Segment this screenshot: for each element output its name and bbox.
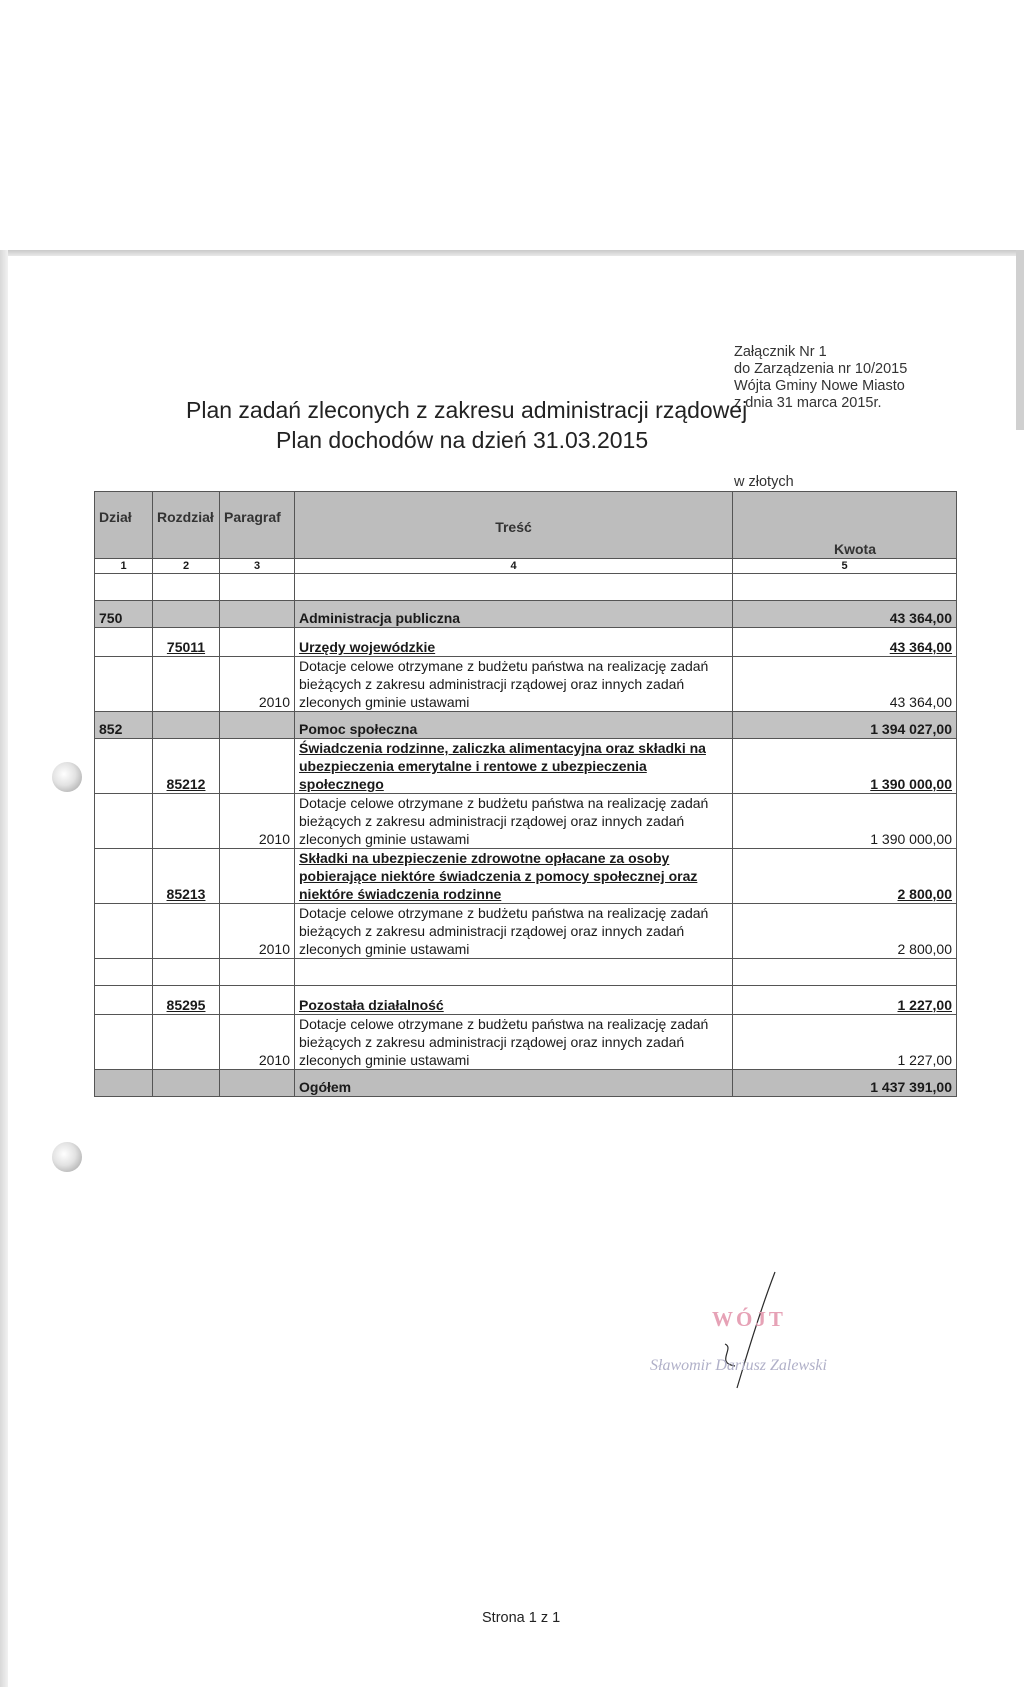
rozdzial-code: 85213 — [153, 849, 220, 904]
table-row-rozdzial-85295 — [95, 986, 957, 1015]
document-subtitle: Plan dochodów na dzień 31.03.2015 — [276, 427, 649, 453]
dzial-code: 852 — [95, 712, 153, 739]
rozdzial-code: 85295 — [153, 986, 220, 1015]
currency-unit: w złotych — [734, 474, 794, 490]
punch-hole-2 — [52, 1142, 82, 1172]
table-row-rozdzial-85212 — [95, 739, 957, 794]
col-num-3: 3 — [220, 559, 295, 574]
rozdzial-amount: 2 800,00 — [733, 849, 957, 904]
rozdzial-name: Pozostała działalność — [295, 986, 733, 1015]
rozdzial-code: 75011 — [153, 628, 220, 657]
rozdzial-name: Świadczenia rodzinne, zaliczka alimentacyjna oraz składki na ubezpieczenia emerytalne i rentowe z ubezpieczenia społecznego — [295, 739, 733, 794]
attachment-note — [734, 344, 907, 412]
table-row-paragraf — [95, 1015, 957, 1070]
attachment-line-4: z dnia 31 marca 2015r. — [734, 395, 882, 411]
paragraf-description: Dotacje celowe otrzymane z budżetu państwa na realizację zadań bieżących z zakresu administracji rządowej oraz innych zadań zleconych gminie ustawami — [295, 657, 733, 712]
table-row-dzial-852 — [95, 712, 957, 739]
paragraf-amount: 43 364,00 — [733, 657, 957, 712]
rozdzial-code: 85212 — [153, 739, 220, 794]
stamp-name: Sławomir Dariusz Zalewski — [650, 1357, 827, 1374]
page-number: Strona 1 z 1 — [482, 1610, 561, 1626]
stamp-title: WÓJT — [712, 1307, 786, 1331]
table-row-dzial-750 — [95, 601, 957, 628]
punch-hole-1 — [52, 762, 82, 792]
rozdzial-name: Składki na ubezpieczenie zdrowotne opłacane za osoby pobierające niektóre świadczenia z pomocy społecznej oraz niektóre świadczenia rodzinne — [295, 849, 733, 904]
col-num-4: 4 — [295, 559, 733, 574]
header-rozdzial: Rozdział — [153, 492, 220, 559]
table-row-rozdzial-75011 — [95, 628, 957, 657]
dzial-name: Administracja publiczna — [295, 601, 733, 628]
table-row-rozdzial-85213 — [95, 849, 957, 904]
col-num-5: 5 — [733, 559, 957, 574]
attachment-line-3: Wójta Gminy Nowe Miasto — [734, 378, 905, 394]
column-number-row — [95, 559, 957, 574]
col-num-2: 2 — [153, 559, 220, 574]
col-num-1: 1 — [95, 559, 153, 574]
dzial-amount: 1 394 027,00 — [733, 712, 957, 739]
header-tresc: Treść — [295, 492, 733, 559]
paragraf-description: Dotacje celowe otrzymane z budżetu państwa na realizację zadań bieżących z zakresu administracji rządowej oraz innych zadań zleconych gminie ustawami — [295, 794, 733, 849]
total-amount: 1 437 391,00 — [733, 1070, 957, 1097]
scan-edge-right — [1016, 250, 1024, 430]
handwritten-signature — [695, 1268, 815, 1398]
header-dzial: Dział — [95, 492, 153, 559]
dzial-code: 750 — [95, 601, 153, 628]
table-row-paragraf — [95, 657, 957, 712]
paragraf-amount: 2 800,00 — [733, 904, 957, 959]
rozdzial-name: Urzędy wojewódzkie — [295, 628, 733, 657]
rozdzial-amount: 1 227,00 — [733, 986, 957, 1015]
document-title: Plan zadań zleconych z zakresu administracji rządowej — [186, 397, 748, 423]
scan-edge-top — [0, 250, 1024, 256]
paragraf-amount: 1 227,00 — [733, 1015, 957, 1070]
spacer-row — [95, 574, 957, 601]
attachment-line-1: Załącznik Nr 1 — [734, 344, 827, 360]
paragraf-amount: 1 390 000,00 — [733, 794, 957, 849]
table-row-total — [95, 1070, 957, 1097]
scan-edge-left — [0, 250, 8, 1687]
dzial-amount: 43 364,00 — [733, 601, 957, 628]
header-paragraf: Paragraf — [220, 492, 295, 559]
attachment-line-2: do Zarządzenia nr 10/2015 — [734, 361, 908, 377]
header-kwota: Kwota — [733, 492, 957, 559]
paragraf-description: Dotacje celowe otrzymane z budżetu państwa na realizację zadań bieżących z zakresu administracji rządowej oraz innych zadań zleconych gminie ustawami — [295, 904, 733, 959]
rozdzial-amount: 43 364,00 — [733, 628, 957, 657]
table-header-row — [95, 492, 957, 559]
paragraf-code: 2010 — [220, 1015, 295, 1070]
total-label: Ogółem — [295, 1070, 733, 1097]
spacer-row — [95, 959, 957, 986]
dzial-name: Pomoc społeczna — [295, 712, 733, 739]
paragraf-code: 2010 — [220, 794, 295, 849]
paragraf-code: 2010 — [220, 904, 295, 959]
table-row-paragraf — [95, 904, 957, 959]
paragraf-description: Dotacje celowe otrzymane z budżetu państwa na realizację zadań bieżących z zakresu administracji rządowej oraz innych zadań zleconych gminie ustawami — [295, 1015, 733, 1070]
paragraf-code: 2010 — [220, 657, 295, 712]
rozdzial-amount: 1 390 000,00 — [733, 739, 957, 794]
table-row-paragraf — [95, 794, 957, 849]
income-plan-table — [94, 491, 957, 1097]
